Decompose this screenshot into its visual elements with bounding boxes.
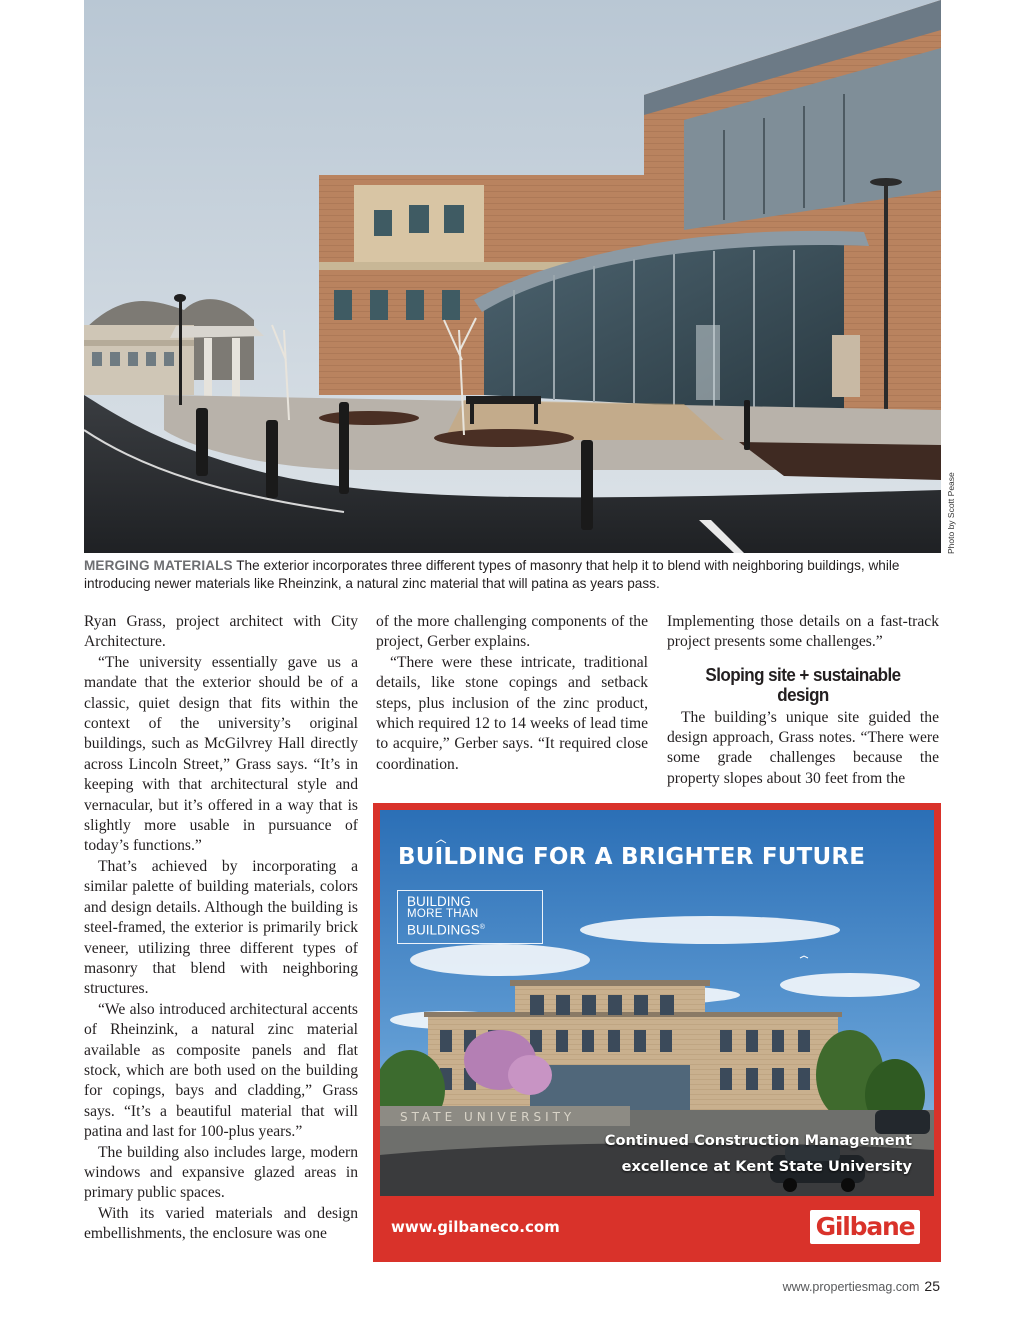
article-paragraph: “The university essentially gave us a mandate that the exterior should be of a classic, quiet design that fits within the context of the university’s original buildings, such as McGilvrey Hall directly across Lincoln Street,” Grass says. “It’s in keeping with that architectural style and vernacular, but it’s offered in a way that is slightly more usable in pursuance of today’s functions.” [84, 653, 358, 855]
ad-slogan-box [397, 890, 543, 944]
photo-caption [84, 557, 944, 593]
ad-slogan-line1: BUILDING [407, 894, 471, 909]
ad-slogan-line3: BUILDINGS [407, 922, 480, 938]
caption-text: The exterior incorporates three different types of masonry that help it to blend with neighboring buildings, while introducing newer materials like Rheinzink, a natural zinc material that will patina as years pass. [84, 558, 900, 591]
gilbane-logo [810, 1210, 920, 1244]
ad-headline: BUILDING FOR A BRIGHTER FUTURE [398, 844, 866, 870]
gilbane-logo-text: Gilbane [815, 1212, 915, 1241]
article-column-1 [84, 612, 358, 1245]
page-footer [783, 1278, 940, 1294]
article-paragraph: “We also introduced architectural accents of Rheinzink, a natural zinc material available as composite panels and flat stock, which are both used on the building for copings, bays and cladding,” Grass says. “It’s a beautiful material that will patina and last for 100-plus years.” [84, 1000, 358, 1141]
article-paragraph: of the more challenging components of the project, Gerber explains. [376, 613, 648, 651]
article-paragraph: The building’s unique site guided the design approach, Grass notes. “There were some grade challenges because the property slopes about 30 feet from the [667, 708, 939, 787]
university-sign-text: STATE UNIVERSITY [400, 1110, 576, 1124]
ad-url-link[interactable]: www.gilbaneco.com [391, 1218, 560, 1236]
hero-photo [84, 0, 941, 553]
section-subhead: Sloping site + sustainable design [705, 663, 901, 706]
ad-slogan-line2: MORE THAN [407, 908, 479, 920]
gilbane-advertisement[interactable] [373, 803, 941, 1262]
article-paragraph: With its varied materials and design embellishments, the enclosure was one [84, 1204, 358, 1243]
caption-lead: MERGING MATERIALS [84, 558, 233, 573]
article-column-3 [667, 612, 939, 789]
ad-tagline-line2: excellence at Kent State University [621, 1158, 912, 1175]
article-paragraph: Implementing those details on a fast-track project presents some challenges.” [667, 613, 939, 651]
registered-mark: ® [479, 924, 485, 931]
page-number: 25 [924, 1278, 940, 1294]
ad-tagline-line1: Continued Construction Management [604, 1132, 912, 1149]
article-paragraph: “There were these intricate, traditional details, like stone copings and setback steps, plus inclusion of the zinc product, which required 12 to 14 weeks of lead time to acquire,” Gerber says. “It required close coordination. [376, 653, 648, 773]
building-exterior-illustration [84, 0, 941, 553]
ad-tagline [605, 1128, 912, 1180]
article-paragraph: That’s achieved by incorporating a similar palette of building materials, colors and design details. Although the building is steel-framed, the exterior is primarily brick veneer, utilizing three different types of masonry that blend with neighboring structures. [84, 857, 358, 998]
article-paragraph: Ryan Grass, project architect with City Architecture. [84, 613, 358, 651]
photo-credit: Photo by Scott Pease [946, 472, 956, 554]
footer-site: www.propertiesmag.com [782, 1280, 920, 1294]
ad-photo [380, 810, 934, 1196]
article-paragraph: The building also includes large, modern windows and expansive glazed areas in primary public spaces. [84, 1143, 358, 1202]
article-column-2 [376, 612, 648, 775]
